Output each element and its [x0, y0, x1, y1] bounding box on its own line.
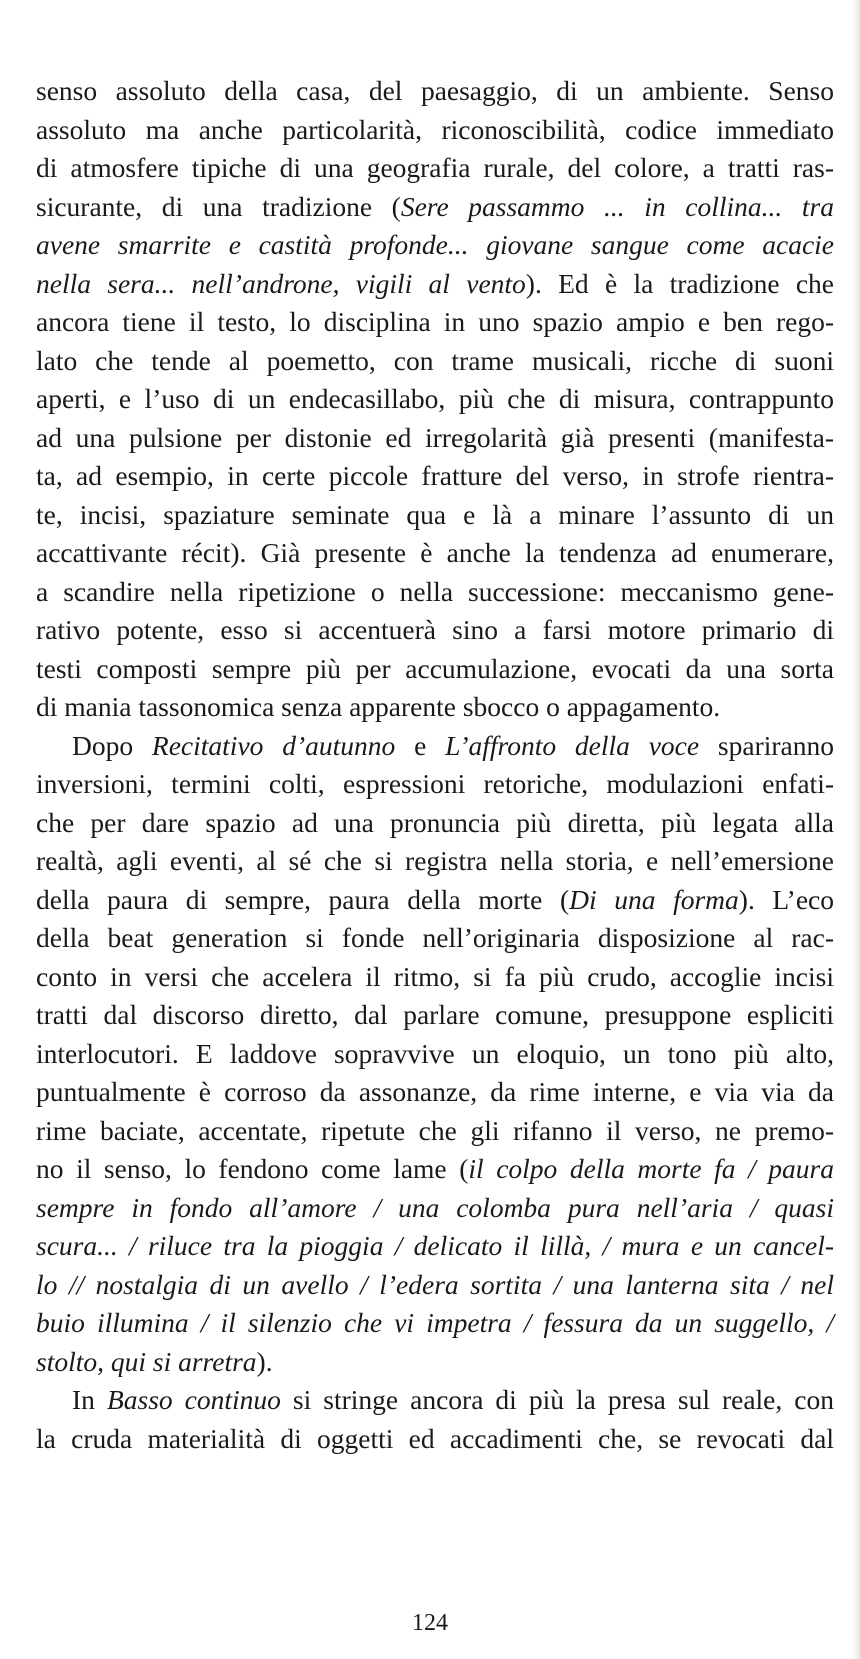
- italic-text-segment: sempre in fondo all’amore / una colomba pura nell’aria / quasi: [36, 1191, 834, 1223]
- text-line: [36, 1343, 834, 1382]
- italic-text-segment: Basso continuo: [106, 1384, 281, 1415]
- italic-text-segment: L’affronto della voce: [445, 729, 700, 761]
- text-line: [36, 611, 834, 650]
- text-line: [36, 573, 834, 612]
- text-segment: testi composti sempre più per accumulazione, evocati da una sorta: [36, 652, 834, 684]
- italic-text-segment: il colpo della morte fa / paura: [468, 1153, 834, 1184]
- text-line: [36, 1266, 834, 1305]
- text-segment: della beat generation si fonde nell’originaria disposizione al rac-: [36, 922, 834, 953]
- text-line: [36, 303, 834, 342]
- text-line: [36, 996, 834, 1035]
- text-line: [36, 919, 834, 958]
- italic-text-segment: scura... / riluce tra la pioggia / delicato il lillà, / mura e un cancel-: [36, 1230, 834, 1261]
- italic-text-segment: lo // nostalgia di un avello / l’edera sortita / una lanterna sita / nel: [36, 1268, 834, 1300]
- text-segment: interlocutori. E laddove sopravvive un eloquio, un tono più alto,: [36, 1037, 834, 1069]
- text-line: [36, 457, 834, 496]
- text-segment: puntualmente è corroso da assonanze, da rime interne, e via via da: [36, 1076, 834, 1107]
- text-segment: senso assoluto della casa, del paesaggio, di un ambiente. Senso: [36, 75, 834, 106]
- text-line: [36, 1189, 834, 1228]
- text-line: [36, 1227, 834, 1266]
- italic-text-segment: nella sera... nell’androne, vigili al vento: [36, 267, 526, 299]
- text-line: [36, 804, 834, 843]
- text-segment: a scandire nella ripetizione o nella successione: meccanismo gene-: [36, 575, 834, 607]
- text-segment: accattivante récit). Già presente è anche la tendenza ad enumerare,: [36, 537, 834, 568]
- italic-text-segment: Sere passammo ... in collina... tra: [400, 190, 834, 222]
- body-text: [36, 72, 834, 1458]
- text-segment: spariranno: [699, 729, 834, 761]
- text-line: [36, 1035, 834, 1074]
- text-line: [36, 765, 834, 804]
- text-segment: sicurante, di una tradizione (: [36, 190, 401, 222]
- text-line: [36, 72, 834, 111]
- text-segment: ). L’eco: [738, 883, 834, 915]
- text-line: [36, 111, 834, 150]
- text-line: [36, 496, 834, 535]
- text-segment: si stringe ancora di più la presa sul reale, con: [280, 1384, 834, 1415]
- text-segment: di mania tassonomica senza apparente sbocco o appagamento.: [36, 691, 721, 722]
- text-line: [36, 842, 834, 881]
- text-line: [36, 342, 834, 381]
- text-line: [36, 1073, 834, 1112]
- text-line: [36, 380, 834, 419]
- text-segment: ).: [256, 1345, 273, 1377]
- text-line: [36, 188, 834, 227]
- text-line: [36, 688, 834, 727]
- text-segment: rativo potente, esso si accentuerà sino a farsi motore primario di: [36, 614, 834, 645]
- italic-text-segment: buio illumina / il silenzio che vi impetra / fessura da un suggello, /: [36, 1307, 834, 1338]
- italic-text-segment: Recitativo d’autunno: [151, 729, 396, 761]
- text-segment: realtà, agli eventi, al sé che si registra nella storia, e nell’emersione: [36, 845, 834, 876]
- page-edge-shadow: [852, 0, 860, 1659]
- text-segment: tratti dal discorso diretto, dal parlare comune, presuppone espliciti: [36, 999, 834, 1030]
- text-segment: ). Ed è la tradizione che: [525, 267, 834, 299]
- text-line: [36, 1381, 834, 1420]
- text-line: [36, 881, 834, 920]
- text-segment: rime baciate, accentate, ripetute che gli rifanno il verso, ne premo-: [36, 1114, 834, 1146]
- text-line: [36, 534, 834, 573]
- text-segment: no il senso, lo fendono come lame (: [36, 1153, 469, 1184]
- text-segment: conto in versi che accelera il ritmo, si fa più crudo, accoglie incisi: [36, 960, 834, 992]
- text-segment: ad una pulsione per distonie ed irregolarità già presenti (manifesta-: [36, 421, 834, 453]
- text-segment: della paura di sempre, paura della morte (: [36, 883, 570, 915]
- text-line: [36, 265, 834, 304]
- text-line: [36, 650, 834, 689]
- italic-text-segment: stolto, qui si arretra: [36, 1345, 257, 1377]
- text-segment: lato che tende al poemetto, con trame musicali, ricche di suoni: [36, 344, 834, 376]
- text-segment: la cruda materialità di oggetti ed accadimenti che, se revocati dal: [36, 1422, 834, 1454]
- text-line: [36, 1150, 834, 1189]
- text-segment: che per dare spazio ad una pronuncia più diretta, più legata alla: [36, 806, 834, 838]
- text-line: [36, 958, 834, 997]
- text-line: [36, 149, 834, 188]
- text-line: [36, 419, 834, 458]
- italic-text-segment: Di una forma: [569, 883, 739, 915]
- text-segment: In: [72, 1384, 107, 1415]
- text-line: [36, 1112, 834, 1151]
- text-line: [36, 727, 834, 766]
- text-line: [36, 1304, 834, 1343]
- text-segment: e: [395, 729, 446, 761]
- text-line: [36, 226, 834, 265]
- italic-text-segment: avene smarrite e castità profonde... giovane sangue come acacie: [36, 229, 834, 260]
- text-segment: di atmosfere tipiche di una geografia rurale, del colore, a tratti ras-: [36, 152, 834, 183]
- text-line: [36, 1420, 834, 1459]
- text-segment: te, incisi, spaziature seminate qua e là a minare l’assunto di un: [36, 498, 834, 530]
- text-segment: Dopo: [72, 729, 152, 761]
- text-segment: aperti, e l’uso di un endecasillabo, più che di misura, contrappunto: [36, 383, 834, 414]
- text-segment: ta, ad esempio, in certe piccole fratture del verso, in strofe rientra-: [36, 460, 834, 491]
- text-segment: assoluto ma anche particolarità, riconoscibilità, codice immediato: [36, 113, 834, 145]
- text-segment: inversioni, termini colti, espressioni retoriche, modulazioni enfati-: [36, 768, 834, 799]
- page-number: 124: [412, 1610, 448, 1636]
- text-segment: ancora tiene il testo, lo disciplina in uno spazio ampio e ben rego-: [36, 306, 834, 337]
